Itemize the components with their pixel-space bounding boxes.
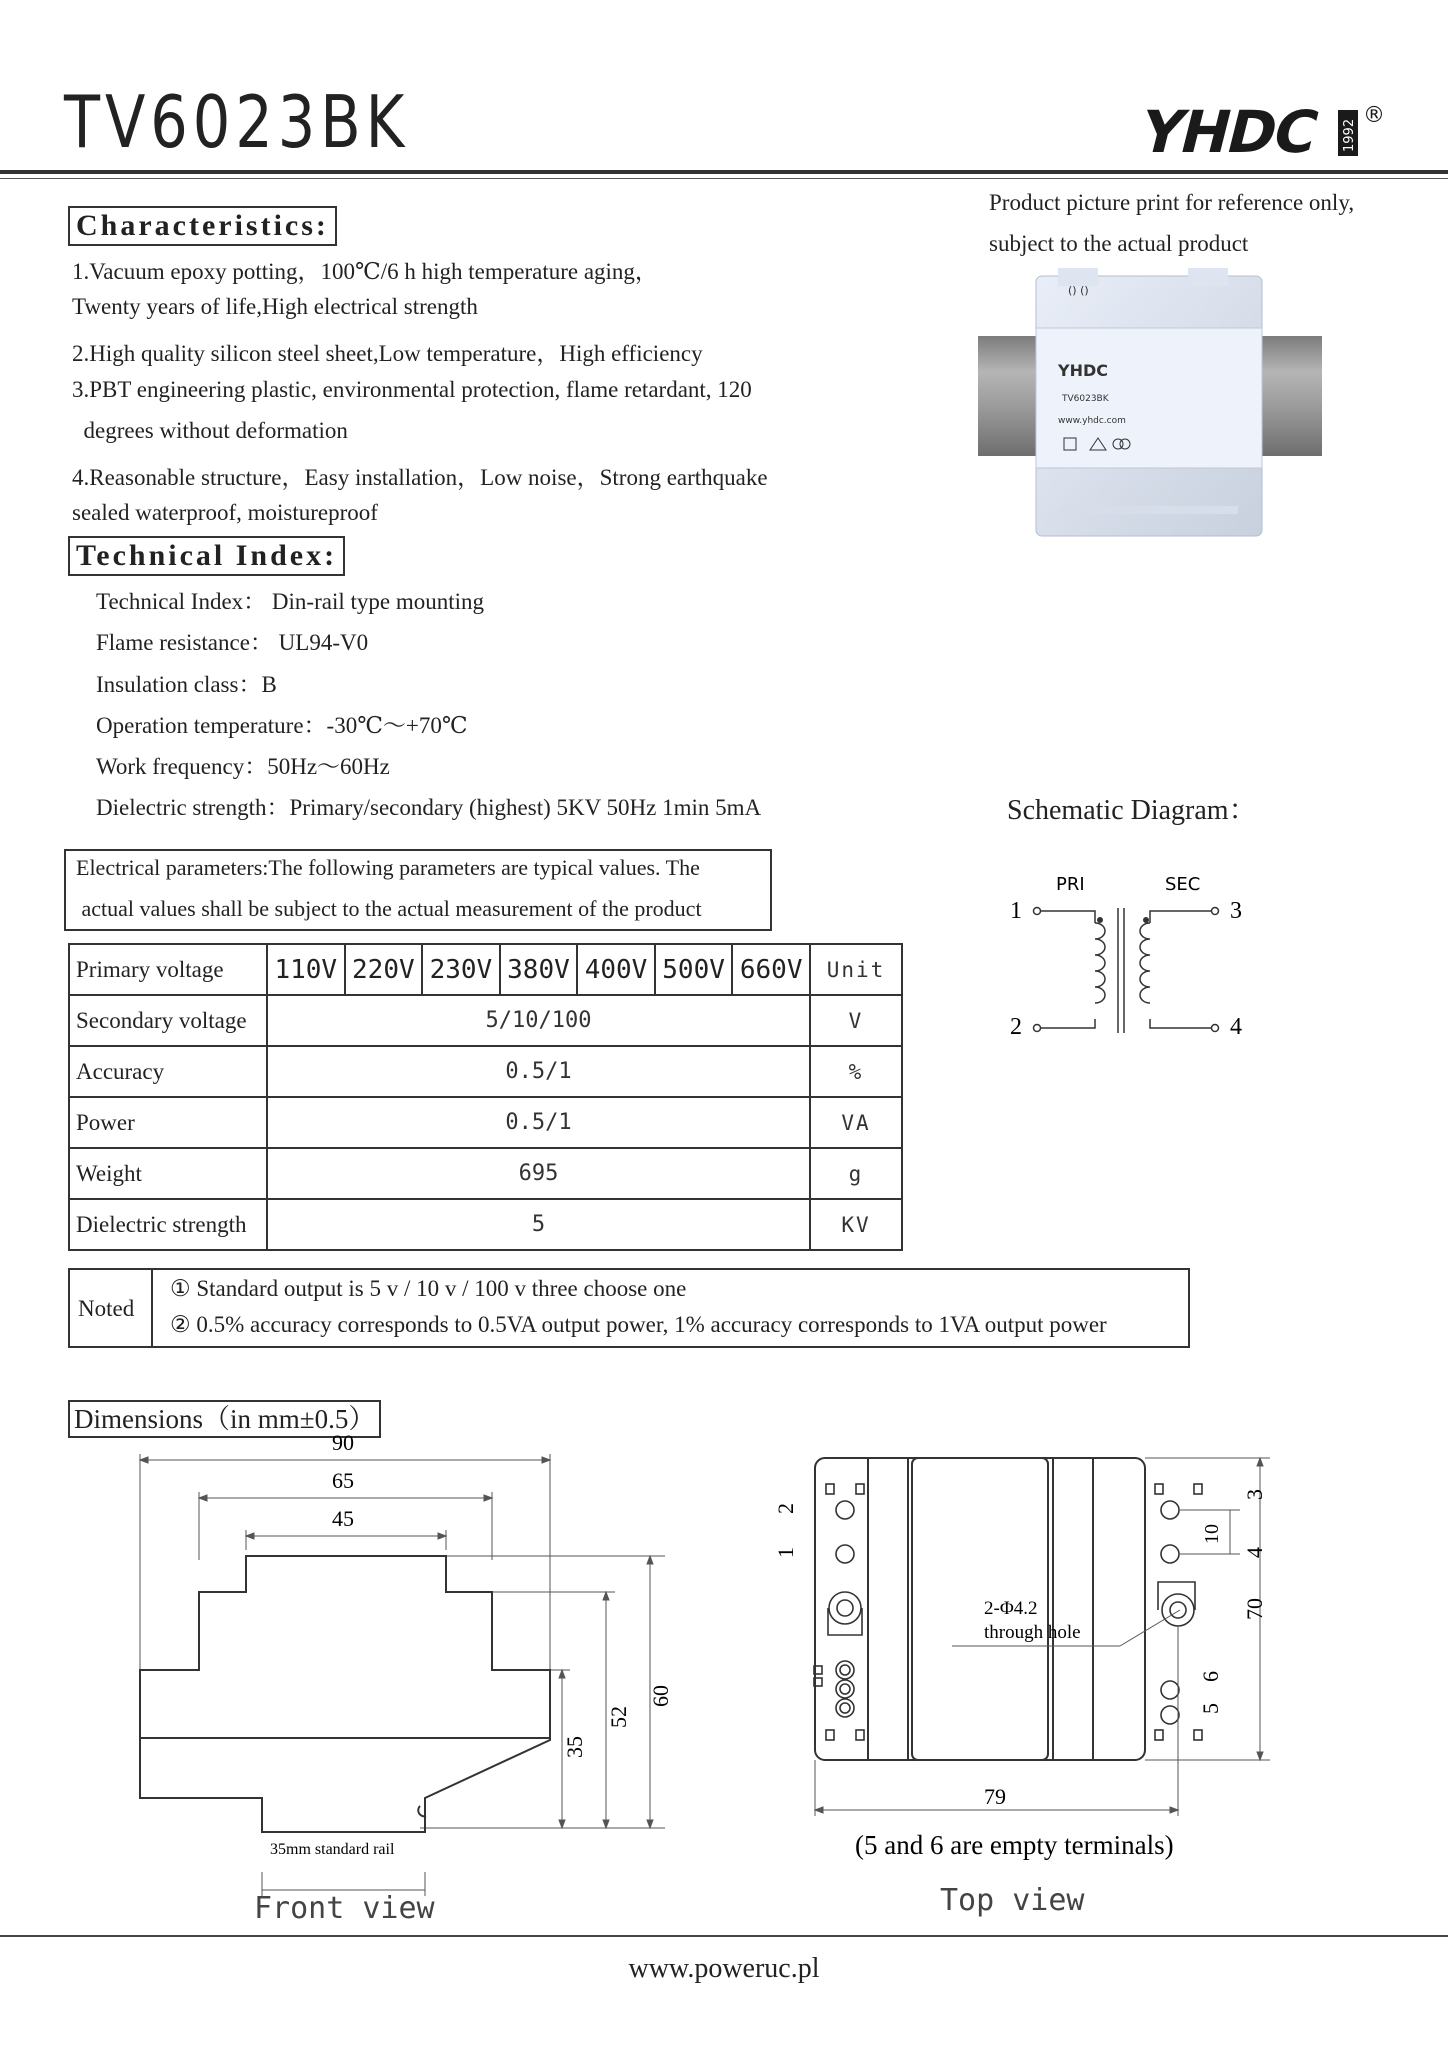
rail-label: 35mm standard rail (270, 1841, 395, 1858)
photo-model: TV6023BK (1062, 394, 1109, 404)
hole-note-line2: through hole (984, 1622, 1081, 1643)
table-row (69, 1148, 902, 1199)
brand-logo (1120, 100, 1390, 160)
pin-1-label: 1 (1010, 898, 1022, 924)
schematic-title: Schematic Diagram： (1007, 795, 1257, 826)
technical-index-line: Work frequency：50Hz～60Hz (96, 754, 390, 779)
dim-10: 10 (1201, 1524, 1223, 1544)
pin-2-label: 2 (1010, 1014, 1022, 1040)
row-unit: % (810, 1046, 902, 1097)
voltage-cell: 380V (500, 944, 578, 995)
front-view-drawing (120, 1430, 720, 1930)
top-pin-3: 3 (1242, 1489, 1267, 1500)
photo-url: www.yhdc.com (1058, 416, 1126, 426)
row-unit: KV (810, 1199, 902, 1250)
characteristics-line: 1.Vacuum epoxy potting，100℃/6 h high temperature aging， (72, 259, 658, 284)
header-rule-thin (0, 178, 1448, 179)
voltage-cell: 230V (422, 944, 500, 995)
empty-terminals-note: (5 and 6 are empty terminals) (855, 1830, 1174, 1860)
electrical-note-line1: Electrical parameters:The following parameters are typical values. The (76, 855, 700, 880)
row-label: Accuracy (69, 1046, 267, 1097)
dim-35: 35 (562, 1736, 587, 1758)
noted-label: Noted (78, 1296, 135, 1321)
electrical-note-line2: actual values shall be subject to the actual measurement of the product (76, 896, 702, 921)
characteristics-line: sealed waterproof, moistureproof (72, 500, 378, 525)
footer-url[interactable]: www.poweruc.pl (628, 1953, 820, 1984)
table-row (69, 1046, 902, 1097)
technical-index-heading: Technical Index: (68, 536, 345, 576)
noted-line2: ② 0.5% accuracy corresponds to 0.5VA output power, 1% accuracy corresponds to 1VA output power (170, 1312, 1107, 1337)
row-value: 0.5/1 (267, 1046, 810, 1097)
model-title: TV6023BK (64, 80, 410, 164)
schematic-diagram (1000, 868, 1260, 1044)
table-row (69, 944, 902, 995)
voltage-cell: 500V (655, 944, 733, 995)
row-label: Dielectric strength (69, 1199, 267, 1250)
row-value: 695 (267, 1148, 810, 1199)
dim-45: 45 (332, 1506, 354, 1531)
technical-index-line: Insulation class：B (96, 672, 277, 697)
top-pin-5: 5 (1198, 1703, 1223, 1714)
characteristics-line: 4.Reasonable structure，Easy installation，Low noise，Strong earthquake (72, 465, 768, 490)
top-pin-6: 6 (1198, 1671, 1223, 1682)
top-view-drawing (770, 1430, 1290, 1920)
voltage-cell: 660V (732, 944, 810, 995)
photo-brand: YHDC (1058, 361, 1108, 380)
technical-index-line: Dielectric strength：Primary/secondary (highest) 5KV 50Hz 1min 5mA (96, 795, 762, 820)
table-row (69, 1097, 902, 1148)
dim-52: 52 (606, 1706, 631, 1728)
noted-line1: ① Standard output is 5 v / 10 v / 100 v three choose one (170, 1276, 687, 1301)
technical-index-line: Operation temperature：-30℃～+70℃ (96, 713, 468, 738)
parameters-table (68, 943, 903, 1251)
header-rule (0, 170, 1448, 174)
table-row (69, 995, 902, 1046)
row-unit: V (810, 995, 902, 1046)
technical-index-line: Flame resistance： UL94-V0 (96, 630, 369, 655)
noted-divider (151, 1268, 153, 1348)
characteristics-heading: Characteristics: (68, 206, 337, 246)
dim-90: 90 (332, 1430, 354, 1455)
voltage-cell: 110V (267, 944, 345, 995)
row-label: Secondary voltage (69, 995, 267, 1046)
pri-label: PRI (1056, 874, 1085, 895)
front-view-caption: Front view (254, 1891, 435, 1926)
electrical-parameters-note (64, 849, 772, 931)
characteristics-line: 2.High quality silicon steel sheet,Low temperature，High efficiency (72, 341, 703, 366)
brand-text: YHDC (1133, 100, 1324, 160)
row-value: 5/10/100 (267, 995, 810, 1046)
hole-note-line1: 2-Φ4.2 (984, 1598, 1038, 1619)
row-value: 5 (267, 1199, 810, 1250)
dim-60: 60 (648, 1685, 673, 1707)
row-unit: VA (810, 1097, 902, 1148)
picture-note-line1: Product picture print for reference only, (989, 190, 1355, 215)
sec-label: SEC (1165, 874, 1201, 895)
dim-65: 65 (332, 1468, 354, 1493)
row-label: Weight (69, 1148, 267, 1199)
row-unit: g (810, 1148, 902, 1199)
product-photo (978, 268, 1322, 544)
top-view-caption: Top view (940, 1883, 1085, 1918)
top-pin-1: 1 (773, 1547, 798, 1558)
dim-79: 79 (984, 1784, 1006, 1809)
table-row (69, 1199, 902, 1250)
technical-index-line: Technical Index： Din-rail type mounting (96, 589, 485, 614)
registered-mark: ® (1363, 103, 1385, 128)
pin-3-label: 3 (1230, 898, 1242, 924)
unit-header: Unit (810, 944, 902, 995)
voltage-cell: 220V (345, 944, 423, 995)
row-value: 0.5/1 (267, 1097, 810, 1148)
dimensions-heading: Dimensions（in mm±0.5） (68, 1400, 381, 1438)
voltage-cell: 400V (577, 944, 655, 995)
primary-voltage-label: Primary voltage (69, 944, 267, 995)
pin-4-label: 4 (1230, 1014, 1242, 1040)
characteristics-line: Twenty years of life,High electrical strength (72, 294, 478, 319)
dim-70: 70 (1242, 1598, 1267, 1620)
footer-rule (0, 1935, 1448, 1937)
picture-note-line2: subject to the actual product (989, 231, 1249, 256)
characteristics-line: 3.PBT engineering plastic, environmental protection, flame retardant, 120 (72, 377, 752, 402)
characteristics-line: degrees without deformation (72, 418, 348, 443)
svg-text:() (): () () (1068, 284, 1089, 297)
top-pin-4: 4 (1242, 1547, 1267, 1558)
top-pin-2: 2 (773, 1503, 798, 1514)
brand-year: 1992 (1342, 118, 1357, 152)
row-label: Power (69, 1097, 267, 1148)
